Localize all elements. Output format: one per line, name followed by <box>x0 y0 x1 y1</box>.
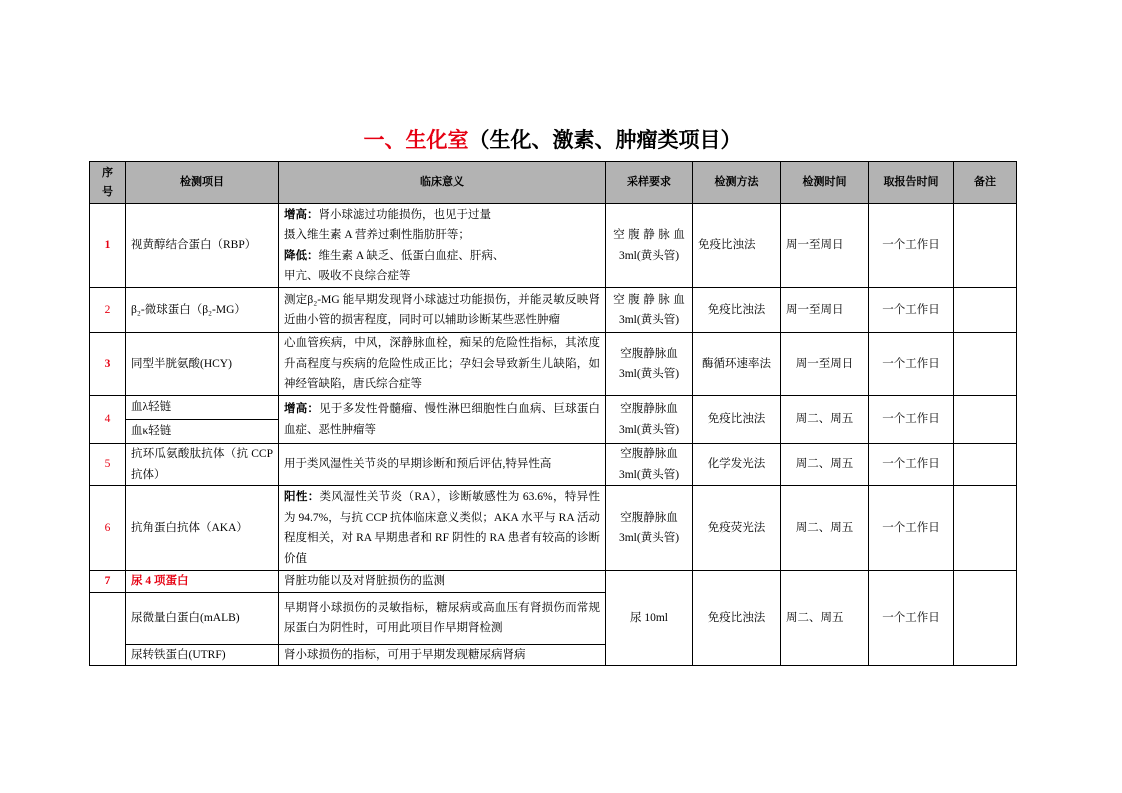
test-time: 周一至周日 <box>781 204 869 288</box>
sample-tube: 3ml(黄头管) <box>618 468 680 481</box>
report-time: 一个工作日 <box>869 204 954 288</box>
test-method: 免疫比浊法 <box>693 396 781 444</box>
row-number: 5 <box>90 444 126 486</box>
remark <box>954 444 1017 486</box>
row-number: 3 <box>90 333 126 396</box>
sample-type: 空腹静脉血 <box>620 448 678 460</box>
report-time: 一个工作日 <box>869 333 954 396</box>
test-time: 周一至周日 <box>781 288 869 333</box>
title-subtitle: （生化、激素、肿瘤类项目） <box>468 128 742 152</box>
clinical-significance: 心血管疾病，中风，深静脉血栓，痴呆的危险性指标，其浓度升高程度与疾病的危险性成正比；孕妇会导致新生儿缺陷，如神经管缺陷，唐氏综合症等 <box>279 333 606 396</box>
table-row <box>90 333 1017 396</box>
test-item: 视黄醇结合蛋白（RBP） <box>126 204 279 288</box>
remark <box>954 486 1017 571</box>
header-time: 检测时间 <box>781 162 869 204</box>
sample-requirement <box>606 333 693 396</box>
significance-line <box>284 246 600 267</box>
sample-tube: 3ml(黄头管) <box>618 532 680 544</box>
clinical-significance <box>279 396 606 444</box>
header-significance: 临床意义 <box>279 162 606 204</box>
significance-label: 阳性： <box>284 491 320 503</box>
sample-requirement <box>606 486 693 571</box>
header-no-label: 序号 <box>101 166 113 198</box>
header-sample: 采样要求 <box>606 162 693 204</box>
sample-requirement <box>606 396 693 444</box>
test-item: 同型半胱氨酸(HCY) <box>126 333 279 396</box>
test-item: 抗角蛋白抗体（AKA） <box>126 486 279 571</box>
remark <box>954 204 1017 288</box>
table-row <box>90 396 1017 420</box>
sample-type: 空腹静脉血 <box>613 229 689 241</box>
sample-requirement: 尿 10ml <box>606 571 693 666</box>
clinical-significance: 肾脏功能以及对肾脏损伤的监测 <box>279 571 606 593</box>
remark <box>954 288 1017 333</box>
significance-text: 见于多发性骨髓瘤、慢性淋巴细胞性白血病、巨球蛋白血症、恶性肿瘤等 <box>284 403 601 436</box>
row-number: 7 <box>90 571 126 593</box>
test-method: 免疫比浊法 <box>693 204 781 288</box>
test-item: β₂-微球蛋白（β₂-MG） <box>126 288 279 333</box>
sample-type: 空腹静脉血 <box>620 347 678 360</box>
test-method: 酶循环速率法 <box>693 333 781 396</box>
table-row <box>90 204 1017 288</box>
sample-tube: 3ml(黄头管) <box>618 368 680 380</box>
clinical-significance: 早期肾小球损伤的灵敏指标，糖尿病或高血压有肾损伤而常规尿蛋白为阴性时，可用此项目作早期肾检测 <box>279 592 606 644</box>
report-time: 一个工作日 <box>869 288 954 333</box>
sample-tube: 3ml(黄头管) <box>618 249 680 262</box>
significance-text: 肾小球滤过功能损伤，也见于过量 <box>318 208 491 221</box>
test-time: 周二、周五 <box>781 571 869 666</box>
header-item: 检测项目 <box>126 162 279 204</box>
test-method: 免疫比浊法 <box>693 288 781 333</box>
test-method: 免疫比浊法 <box>693 571 781 666</box>
significance-text: 类风湿性关节炎（RA），诊断敏感性为 63.6%，特异性为 94.7%，与抗 CCP 抗体临床意义类似；AKA 水平与 RA 活动程度相关，对 RA 早期患者和 RF 阴性的 RA 患者有较高的诊断价值 <box>284 491 600 565</box>
sample-tube: 3ml(黄头管) <box>618 423 680 436</box>
significance-label: 增高： <box>284 403 320 415</box>
sample-requirement <box>606 444 693 486</box>
sample-type: 空腹静脉血 <box>620 403 678 415</box>
test-method: 化学发光法 <box>693 444 781 486</box>
header-no <box>90 162 126 204</box>
row-number: 4 <box>90 396 126 444</box>
test-item-lambda: 血λ轻链 <box>126 396 279 420</box>
report-time: 一个工作日 <box>869 396 954 444</box>
header-method: 检测方法 <box>693 162 781 204</box>
remark <box>954 396 1017 444</box>
sample-tube: 3ml(黄头管) <box>618 314 680 326</box>
remark <box>954 333 1017 396</box>
test-items-table <box>89 161 1017 666</box>
clinical-significance: 用于类风湿性关节炎的早期诊断和预后评估,特异性高 <box>279 444 606 486</box>
significance-line: 摄入维生素 A 营养过剩性脂肪肝等； <box>284 229 470 241</box>
table-row <box>90 571 1017 593</box>
significance-line <box>284 205 600 226</box>
clinical-significance <box>279 204 606 288</box>
sample-type: 空腹静脉血 <box>620 511 678 524</box>
remark <box>954 571 1017 666</box>
group-name: 尿 4 项蛋白 <box>126 571 279 593</box>
test-time: 周二、周五 <box>781 486 869 571</box>
sample-type: 空腹静脉血 <box>613 293 689 306</box>
test-item: 尿微量白蛋白(mALB) <box>126 592 279 644</box>
report-time: 一个工作日 <box>869 444 954 486</box>
test-method: 免疫荧光法 <box>693 486 781 571</box>
report-time: 一个工作日 <box>869 486 954 571</box>
header-report: 取报告时间 <box>869 162 954 204</box>
test-item-kappa: 血κ轻链 <box>126 420 279 444</box>
title-section-number: 一、生化室 <box>363 128 469 152</box>
page-title <box>89 125 1016 155</box>
table-row <box>90 288 1017 333</box>
test-time: 周二、周五 <box>781 444 869 486</box>
row-number: 6 <box>90 486 126 571</box>
row-number-empty <box>90 592 126 666</box>
test-time: 周一至周日 <box>781 333 869 396</box>
header-remark: 备注 <box>954 162 1017 204</box>
significance-text: 维生素 A 缺乏、低蛋白血症、肝病、 <box>318 249 505 262</box>
table-row <box>90 444 1017 486</box>
row-number: 1 <box>90 204 126 288</box>
significance-label: 降低： <box>284 249 319 262</box>
test-item: 抗环瓜氨酸肽抗体（抗 CCP 抗体） <box>126 444 279 486</box>
report-time: 一个工作日 <box>869 571 954 666</box>
clinical-significance: 肾小球损伤的指标，可用于早期发现糖尿病肾病 <box>279 644 606 666</box>
significance-line: 甲亢、吸收不良综合症等 <box>284 270 411 282</box>
sample-requirement <box>606 204 693 288</box>
row-number: 2 <box>90 288 126 333</box>
table-row <box>90 486 1017 571</box>
clinical-significance: 测定β₂-MG 能早期发现肾小球滤过功能损伤，并能灵敏反映肾近曲小管的损害程度，同时可以辅助诊断某些恶性肿瘤 <box>279 288 606 333</box>
test-time: 周二、周五 <box>781 396 869 444</box>
table-header-row <box>90 162 1017 204</box>
sample-requirement <box>606 288 693 333</box>
significance-label: 增高： <box>284 208 319 221</box>
clinical-significance <box>279 486 606 571</box>
test-item: 尿转铁蛋白(UTRF) <box>126 644 279 666</box>
